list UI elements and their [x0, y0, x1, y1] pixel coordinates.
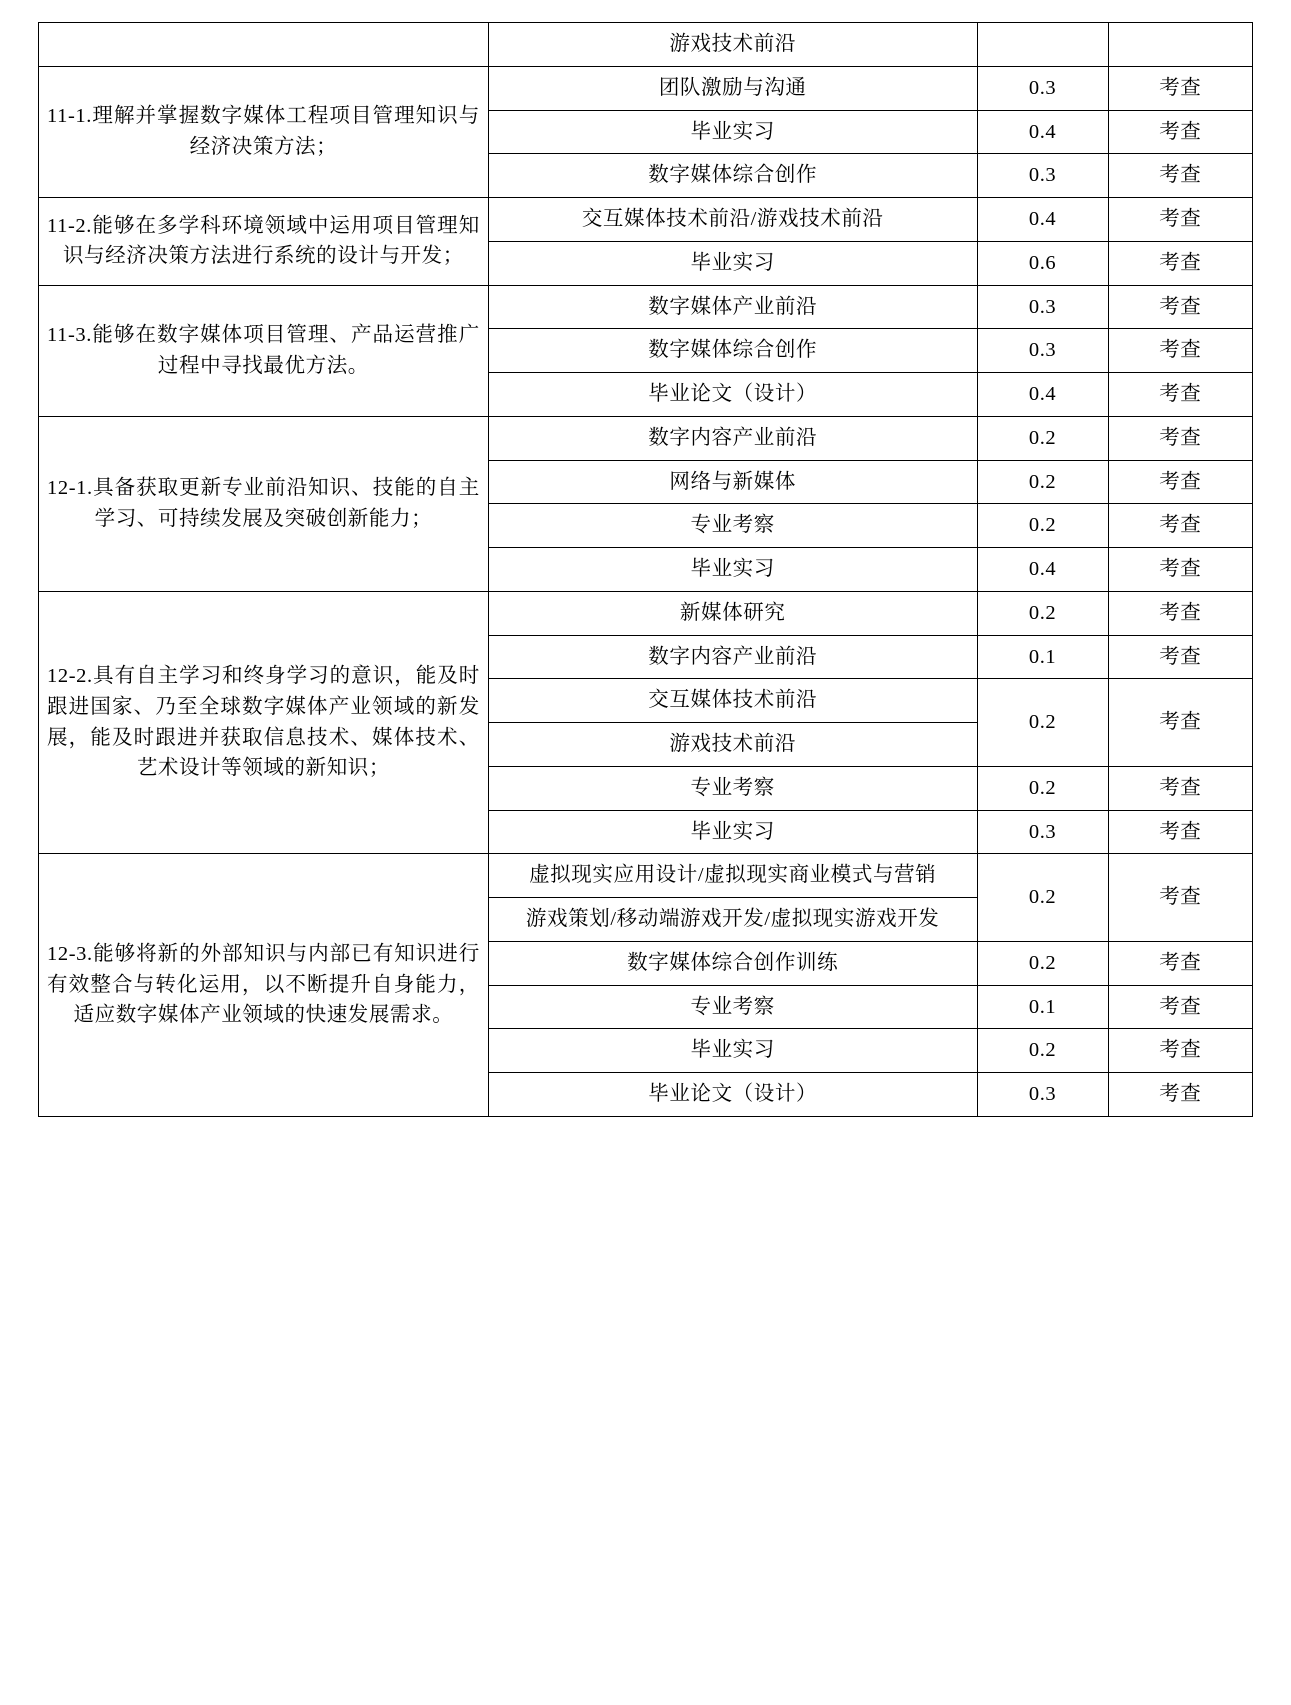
table-row: [39, 198, 1253, 242]
course-cell: 毕业实习: [488, 241, 977, 285]
assessment-cell: 考查: [1108, 985, 1252, 1029]
weight-cell: 0.2: [977, 941, 1108, 985]
outcome-cell: [39, 23, 489, 67]
assessment-cell: 考查: [1108, 154, 1252, 198]
weight-cell: 0.4: [977, 548, 1108, 592]
table-row: [39, 285, 1253, 329]
outcome-cell: 11-2.能够在多学科环境领域中运用项目管理知识与经济决策方法进行系统的设计与开发；: [39, 198, 489, 286]
course-cell: 游戏技术前沿: [488, 723, 977, 767]
assessment-cell: 考查: [1108, 810, 1252, 854]
weight-cell: 0.3: [977, 66, 1108, 110]
assessment-cell: 考查: [1108, 241, 1252, 285]
course-cell: 团队激励与沟通: [488, 66, 977, 110]
weight-cell: 0.2: [977, 504, 1108, 548]
course-cell: 专业考察: [488, 766, 977, 810]
weight-cell: 0.3: [977, 329, 1108, 373]
weight-cell: 0.2: [977, 460, 1108, 504]
assessment-cell: 考查: [1108, 460, 1252, 504]
outcome-cell: 11-1.理解并掌握数字媒体工程项目管理知识与经济决策方法；: [39, 66, 489, 197]
course-cell: 毕业论文（设计）: [488, 1073, 977, 1117]
assessment-cell: 考查: [1108, 591, 1252, 635]
assessment-cell: 考查: [1108, 941, 1252, 985]
assessment-cell: 考查: [1108, 329, 1252, 373]
weight-cell: 0.6: [977, 241, 1108, 285]
assessment-cell: 考查: [1108, 110, 1252, 154]
graduation-requirement-matrix-table: [38, 22, 1253, 1117]
course-cell: 数字媒体综合创作: [488, 329, 977, 373]
weight-cell: 0.2: [977, 679, 1108, 767]
assessment-cell: 考查: [1108, 679, 1252, 767]
course-cell: 数字媒体综合创作训练: [488, 941, 977, 985]
table-body: [39, 23, 1253, 1117]
assessment-cell: 考查: [1108, 373, 1252, 417]
course-cell: 毕业实习: [488, 1029, 977, 1073]
weight-cell: 0.4: [977, 198, 1108, 242]
course-cell: 专业考察: [488, 985, 977, 1029]
table-row: [39, 854, 1253, 898]
course-cell: 数字内容产业前沿: [488, 635, 977, 679]
weight-cell: 0.2: [977, 591, 1108, 635]
course-cell: 数字媒体综合创作: [488, 154, 977, 198]
assessment-cell: [1108, 23, 1252, 67]
table-row: [39, 416, 1253, 460]
assessment-cell: 考查: [1108, 1029, 1252, 1073]
assessment-cell: 考查: [1108, 766, 1252, 810]
table-row: [39, 23, 1253, 67]
course-cell: 专业考察: [488, 504, 977, 548]
weight-cell: 0.2: [977, 1029, 1108, 1073]
weight-cell: 0.3: [977, 810, 1108, 854]
course-cell: 毕业论文（设计）: [488, 373, 977, 417]
weight-cell: 0.3: [977, 1073, 1108, 1117]
assessment-cell: 考查: [1108, 66, 1252, 110]
course-cell: 游戏技术前沿: [488, 23, 977, 67]
weight-cell: 0.1: [977, 985, 1108, 1029]
course-cell: 数字媒体产业前沿: [488, 285, 977, 329]
outcome-cell: 12-2.具有自主学习和终身学习的意识，能及时跟进国家、乃至全球数字媒体产业领域的新发展，能及时跟进并获取信息技术、媒体技术、艺术设计等领域的新知识；: [39, 591, 489, 854]
assessment-cell: 考查: [1108, 198, 1252, 242]
course-cell: 交互媒体技术前沿/游戏技术前沿: [488, 198, 977, 242]
assessment-cell: 考查: [1108, 504, 1252, 548]
course-cell: 游戏策划/移动端游戏开发/虚拟现实游戏开发: [488, 898, 977, 942]
weight-cell: 0.2: [977, 854, 1108, 942]
course-cell: 毕业实习: [488, 548, 977, 592]
weight-cell: [977, 23, 1108, 67]
assessment-cell: 考查: [1108, 854, 1252, 942]
course-cell: 新媒体研究: [488, 591, 977, 635]
outcome-cell: 12-1.具备获取更新专业前沿知识、技能的自主学习、可持续发展及突破创新能力；: [39, 416, 489, 591]
table-row: [39, 66, 1253, 110]
outcome-cell: 12-3.能够将新的外部知识与内部已有知识进行有效整合与转化运用，以不断提升自身能力，适应数字媒体产业领域的快速发展需求。: [39, 854, 489, 1117]
assessment-cell: 考查: [1108, 285, 1252, 329]
weight-cell: 0.1: [977, 635, 1108, 679]
weight-cell: 0.2: [977, 416, 1108, 460]
assessment-cell: 考查: [1108, 416, 1252, 460]
weight-cell: 0.4: [977, 110, 1108, 154]
course-cell: 数字内容产业前沿: [488, 416, 977, 460]
table-row: [39, 591, 1253, 635]
outcome-cell: 11-3.能够在数字媒体项目管理、产品运营推广过程中寻找最优方法。: [39, 285, 489, 416]
weight-cell: 0.3: [977, 154, 1108, 198]
weight-cell: 0.4: [977, 373, 1108, 417]
assessment-cell: 考查: [1108, 635, 1252, 679]
course-cell: 毕业实习: [488, 810, 977, 854]
course-cell: 网络与新媒体: [488, 460, 977, 504]
weight-cell: 0.2: [977, 766, 1108, 810]
weight-cell: 0.3: [977, 285, 1108, 329]
course-cell: 虚拟现实应用设计/虚拟现实商业模式与营销: [488, 854, 977, 898]
course-cell: 交互媒体技术前沿: [488, 679, 977, 723]
assessment-cell: 考查: [1108, 1073, 1252, 1117]
assessment-cell: 考查: [1108, 548, 1252, 592]
course-cell: 毕业实习: [488, 110, 977, 154]
